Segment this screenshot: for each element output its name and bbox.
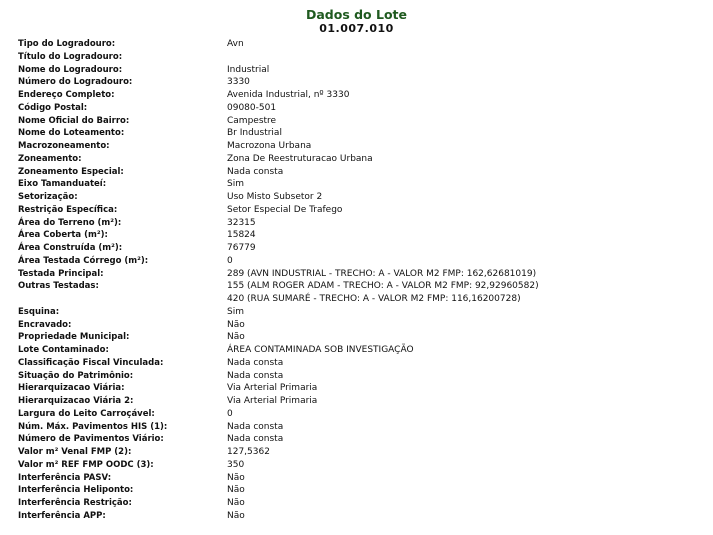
field-label: Hierarquizacao Viária 2: — [18, 396, 134, 406]
field-value: Sim — [227, 306, 244, 317]
field-label: Zoneamento Especial: — [18, 166, 124, 177]
field-row-classificacao-fiscal — [0, 357, 713, 370]
field-label: Macrozoneamento: — [18, 141, 110, 151]
field-row-encravado — [0, 319, 713, 332]
field-row-testada-principal — [0, 268, 713, 281]
field-value: Não — [227, 485, 245, 496]
field-value — [227, 280, 539, 306]
field-row-esquina — [0, 306, 713, 319]
field-value: 76779 — [227, 243, 256, 253]
field-label: Nome do Logradouro: — [18, 64, 123, 75]
field-row-pavimentos-viario — [0, 433, 713, 446]
field-label: Propriedade Municipal: — [18, 332, 130, 343]
field-value: Industrial — [227, 64, 270, 75]
field-value: Macrozona Urbana — [227, 141, 312, 151]
field-row-restricao-especifica — [0, 204, 713, 217]
field-label: Esquina: — [18, 306, 60, 317]
field-row-zoneamento — [0, 153, 713, 166]
field-value: 09080-501 — [227, 102, 277, 113]
testada-line: 155 (ALM ROGER ADAM - TRECHO: A - VALOR M2 FMP: 92,92960582) — [227, 281, 539, 292]
field-row-area-construida — [0, 242, 713, 255]
field-value: Nada consta — [227, 421, 284, 432]
field-row-largura-leito — [0, 408, 713, 421]
field-label: Classificação Fiscal Vinculada: — [18, 357, 164, 368]
field-row-area-coberta — [0, 229, 713, 242]
field-value: Avn — [227, 39, 244, 49]
field-label: Área Coberta (m²): — [18, 230, 108, 241]
field-value: Setor Especial De Trafego — [227, 204, 343, 215]
field-row-endereco-completo — [0, 89, 713, 102]
field-value: Zona De Reestruturacao Urbana — [227, 153, 373, 164]
field-row-macrozoneamento — [0, 140, 713, 153]
field-row-loteamento — [0, 127, 713, 140]
field-label: Número do Logradouro: — [18, 77, 133, 88]
field-row-interferencia-pasv — [0, 472, 713, 485]
field-value: Nada consta — [227, 370, 284, 381]
field-label: Largura do Leito Carroçável: — [18, 408, 155, 419]
field-row-propriedade-municipal — [0, 331, 713, 344]
lot-code: 01.007.010 — [319, 22, 394, 35]
field-label: Interferência APP: — [18, 510, 106, 521]
field-value: Não — [227, 319, 245, 330]
field-value: Não — [227, 498, 245, 508]
field-row-outras-testadas — [0, 280, 713, 306]
testada-line: 420 (RUA SUMARÉ - TRECHO: A - VALOR M2 FMP: 116,16200728) — [227, 294, 521, 304]
lot-data-list — [0, 38, 713, 523]
field-row-situacao-patrimonio — [0, 370, 713, 383]
field-label: Nome Oficial do Bairro: — [18, 115, 130, 126]
field-label: Interferência Restrição: — [18, 498, 132, 508]
field-label: Testada Principal: — [18, 268, 104, 279]
field-value: ÁREA CONTAMINADA SOB INVESTIGAÇÃO — [227, 345, 414, 355]
field-label: Valor m² Venal FMP (2): — [18, 447, 132, 457]
field-row-area-terreno — [0, 217, 713, 230]
field-label: Setorização: — [18, 192, 78, 202]
field-value: 350 — [227, 459, 245, 470]
field-label: Interferência Heliponto: — [18, 485, 134, 496]
field-row-zoneamento-especial — [0, 166, 713, 179]
field-value: 32315 — [227, 217, 256, 228]
field-row-bairro — [0, 115, 713, 128]
field-value: Não — [227, 472, 245, 483]
field-label: Situação do Patrimônio: — [18, 370, 134, 381]
field-label: Área Construída (m²): — [18, 243, 123, 253]
field-label: Lote Contaminado: — [18, 345, 109, 355]
field-row-hierarquizacao-viaria-2 — [0, 395, 713, 408]
field-label: Valor m² REF FMP OODC (3): — [18, 459, 154, 470]
field-row-hierarquizacao-viaria — [0, 382, 713, 395]
field-value: Uso Misto Subsetor 2 — [227, 192, 323, 202]
field-row-tipo-logradouro — [0, 38, 713, 51]
field-row-interferencia-restricao — [0, 497, 713, 510]
field-value: Não — [227, 510, 245, 521]
field-label: Núm. Máx. Pavimentos HIS (1): — [18, 421, 168, 432]
field-row-max-pavimentos-his — [0, 421, 713, 434]
field-label: Tipo do Logradouro: — [18, 39, 116, 49]
field-value: Nada consta — [227, 166, 284, 177]
field-value: Avenida Industrial, nº 3330 — [227, 90, 350, 100]
field-label: Outras Testadas: — [18, 281, 99, 292]
field-row-interferencia-heliponto — [0, 484, 713, 497]
field-value: Não — [227, 332, 245, 343]
field-label: Área Testada Córrego (m²): — [18, 255, 149, 266]
field-value: Nada consta — [227, 434, 284, 445]
field-value: Nada consta — [227, 357, 284, 368]
field-row-setorizacao — [0, 191, 713, 204]
field-label: Título do Logradouro: — [18, 51, 123, 62]
field-label: Número de Pavimentos Viário: — [18, 434, 164, 445]
field-value: Br Industrial — [227, 128, 282, 139]
field-value: 15824 — [227, 230, 256, 241]
field-label: Código Postal: — [18, 102, 88, 113]
field-row-eixo-tamanduatei — [0, 178, 713, 191]
field-value: 0 — [227, 408, 233, 419]
field-label: Zoneamento: — [18, 153, 82, 164]
field-label: Restrição Específica: — [18, 204, 118, 215]
field-row-numero-logradouro — [0, 76, 713, 89]
field-row-interferencia-app — [0, 510, 713, 523]
field-row-area-testada-corrego — [0, 255, 713, 268]
field-row-codigo-postal — [0, 102, 713, 115]
field-value: Via Arterial Primaria — [227, 396, 318, 406]
field-value: Via Arterial Primaria — [227, 383, 318, 394]
field-value: Campestre — [227, 115, 277, 126]
field-value: 3330 — [227, 77, 250, 88]
field-row-titulo-logradouro — [0, 51, 713, 64]
field-label: Interferência PASV: — [18, 472, 112, 483]
field-row-lote-contaminado — [0, 344, 713, 357]
field-value: Sim — [227, 179, 244, 190]
field-row-valor-ref-oodc — [0, 459, 713, 472]
field-label: Nome do Loteamento: — [18, 128, 125, 139]
field-label: Área do Terreno (m²): — [18, 217, 122, 228]
field-label: Eixo Tamanduateí: — [18, 179, 107, 190]
page-title: Dados do Lote — [305, 7, 408, 22]
field-value: 127,5362 — [227, 447, 270, 457]
field-row-valor-venal-fmp — [0, 446, 713, 459]
field-label: Encravado: — [18, 319, 72, 330]
field-row-nome-logradouro — [0, 64, 713, 77]
field-label: Endereço Completo: — [18, 90, 115, 100]
field-value: 289 (AVN INDUSTRIAL - TRECHO: A - VALOR M2 FMP: 162,62681019) — [227, 268, 537, 279]
field-value: 0 — [227, 255, 233, 266]
field-label: Hierarquizacao Viária: — [18, 383, 125, 394]
document-header — [0, 8, 713, 35]
